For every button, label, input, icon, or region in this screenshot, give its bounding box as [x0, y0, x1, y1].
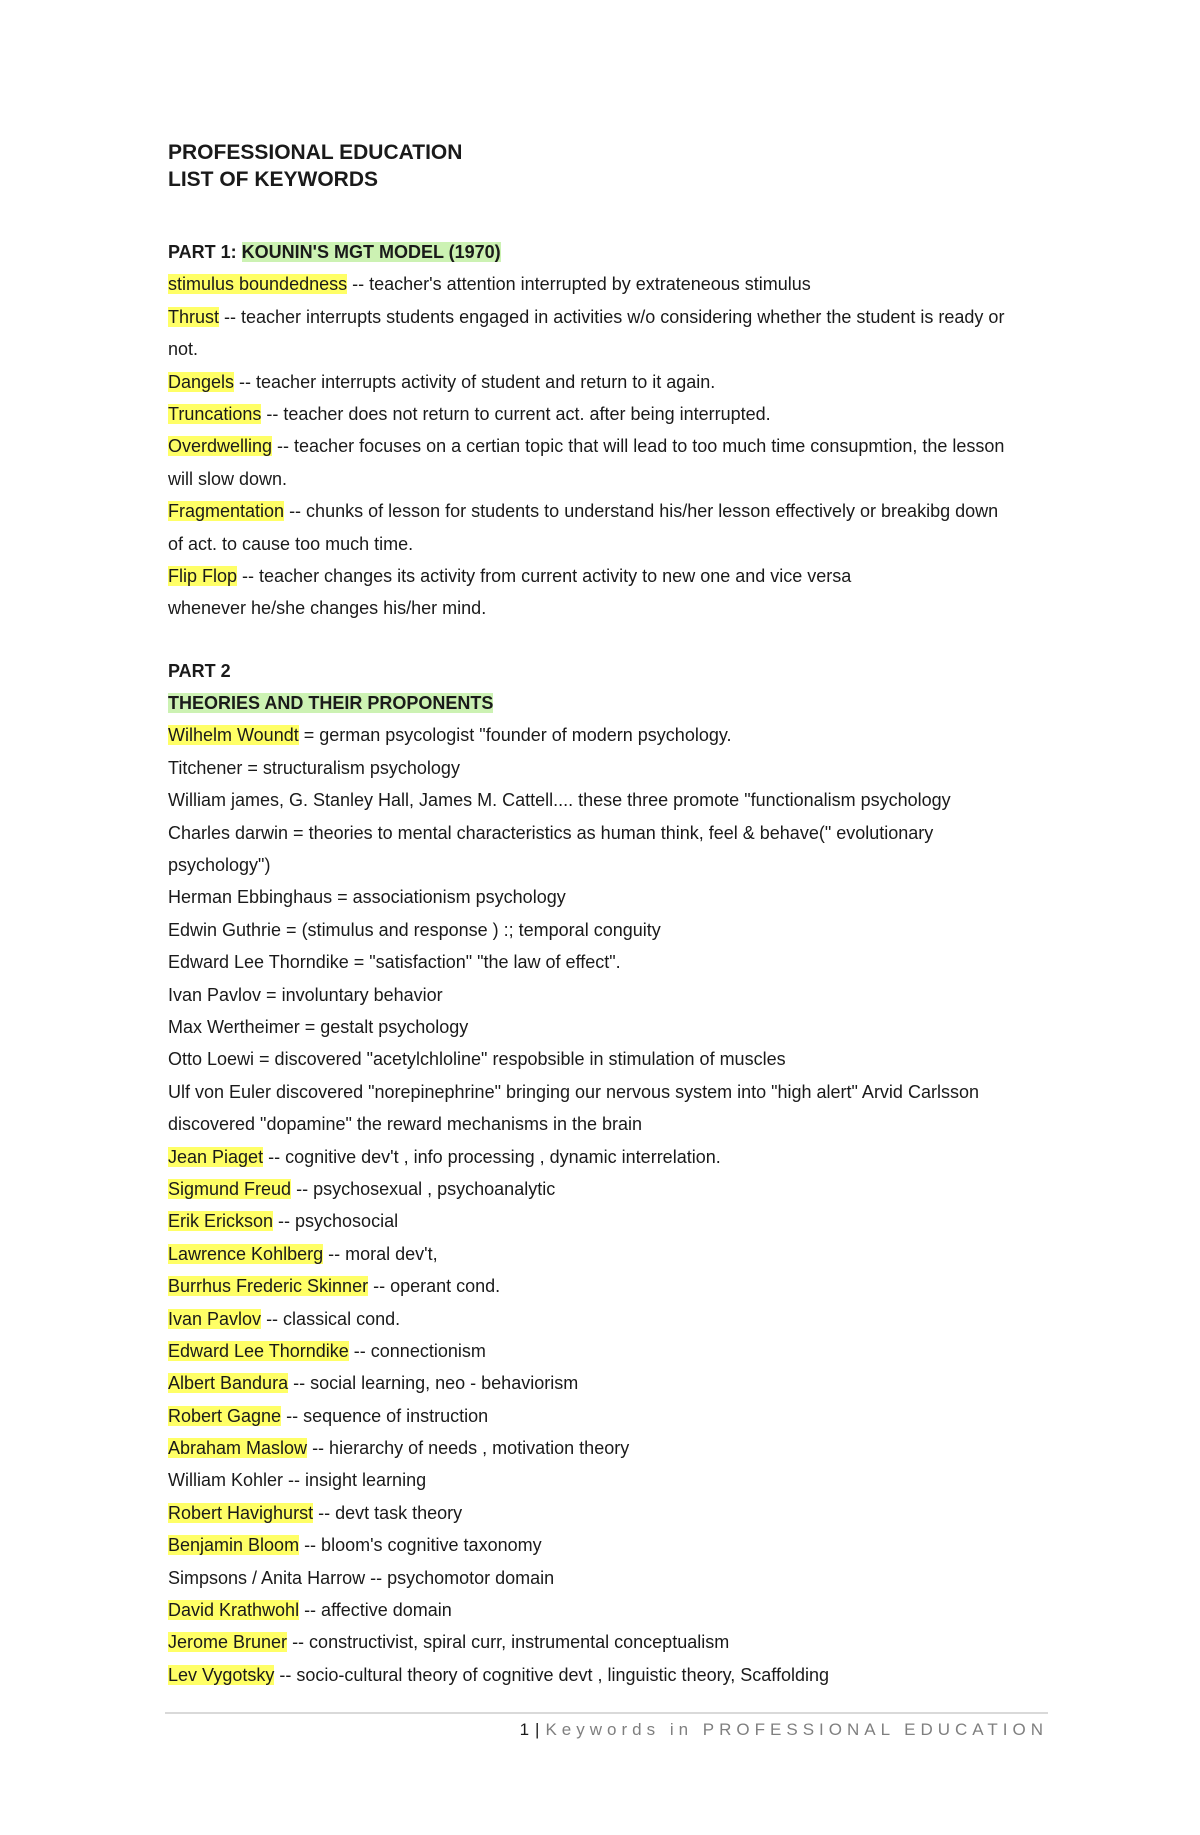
- keyword-line: [168, 1076, 1048, 1108]
- keyword-description: Charles darwin = theories to mental characteristics as human think, feel & behave(" evolutionary: [168, 822, 934, 843]
- document-body: [168, 236, 1048, 1691]
- keyword-description: -- teacher interrupts activity of student and return to it again.: [234, 371, 716, 392]
- keyword-description: Titchener = structuralism psychology: [168, 757, 460, 778]
- keyword-term: Truncations: [168, 403, 262, 424]
- keyword-description: -- social learning, neo - behaviorism: [288, 1373, 579, 1394]
- keyword-description: whenever he/she changes his/her mind.: [168, 598, 487, 619]
- keyword-line: [168, 1562, 1048, 1594]
- keyword-line: [168, 333, 1048, 365]
- keyword-line: [168, 560, 1048, 592]
- keyword-line: [168, 1367, 1048, 1399]
- keyword-line: [168, 1335, 1048, 1367]
- keyword-line: [168, 528, 1048, 560]
- keyword-line: [168, 1400, 1048, 1432]
- keyword-term: stimulus boundedness: [168, 274, 348, 295]
- keyword-line: [168, 719, 1048, 751]
- keyword-line: [168, 1626, 1048, 1658]
- keyword-term: Sigmund Freud: [168, 1178, 292, 1199]
- keyword-description: -- sequence of instruction: [281, 1405, 489, 1426]
- keyword-line: [168, 1043, 1048, 1075]
- keyword-description: William Kohler -- insight learning: [168, 1470, 427, 1491]
- keyword-line: [168, 430, 1048, 462]
- keyword-description: -- constructivist, spiral curr, instrumental conceptualism: [287, 1632, 730, 1653]
- part2-subheading: [168, 687, 1048, 719]
- keyword-line: [168, 1464, 1048, 1496]
- keyword-line: [168, 1303, 1048, 1335]
- keyword-line: [168, 495, 1048, 527]
- part2-keyword-list: [168, 719, 1048, 1691]
- page-number: 1: [519, 1720, 530, 1739]
- keyword-description: -- hierarchy of needs , motivation theory: [307, 1438, 630, 1459]
- keyword-line: [168, 301, 1048, 333]
- keyword-line: [168, 817, 1048, 849]
- keyword-term: Flip Flop: [168, 565, 238, 586]
- keyword-term: Jean Piaget: [168, 1146, 264, 1167]
- keyword-term: Fragmentation: [168, 501, 285, 522]
- keyword-line: [168, 752, 1048, 784]
- keyword-description: -- teacher focuses on a certian topic that will lead to too much time consupmtion, the lesson: [272, 436, 1005, 457]
- keyword-description: -- teacher interrupts students engaged in activities w/o considering whether the student is ready or: [219, 306, 1005, 327]
- keyword-description: Edwin Guthrie = (stimulus and response ) :; temporal conguity: [168, 919, 661, 940]
- keyword-line: [168, 1497, 1048, 1529]
- keyword-description: -- affective domain: [299, 1600, 452, 1621]
- keyword-term: Robert Gagne: [168, 1405, 282, 1426]
- keyword-line: [168, 463, 1048, 495]
- keyword-line: [168, 946, 1048, 978]
- keyword-line: [168, 914, 1048, 946]
- keyword-description: -- teacher's attention interrupted by extrateneous stimulus: [347, 274, 811, 295]
- part1-heading-prefix: PART 1:: [168, 242, 242, 262]
- part1-keyword-list: [168, 268, 1048, 624]
- keyword-term: Abraham Maslow: [168, 1438, 308, 1459]
- keyword-description: -- teacher does not return to current act. after being interrupted.: [261, 403, 771, 424]
- part1-heading: [168, 236, 1048, 268]
- keyword-line: [168, 784, 1048, 816]
- keyword-description: -- connectionism: [348, 1340, 486, 1361]
- part1-heading-highlight: KOUNIN'S MGT MODEL (1970): [241, 242, 501, 262]
- keyword-description: William james, G. Stanley Hall, James M. Cattell.... these three promote "functionalism psychology: [168, 790, 951, 811]
- keyword-description: -- moral dev't,: [323, 1243, 438, 1264]
- keyword-line: [168, 1205, 1048, 1237]
- keyword-term: Benjamin Bloom: [168, 1535, 300, 1556]
- keyword-line: [168, 366, 1048, 398]
- keyword-line: [168, 1238, 1048, 1270]
- keyword-line: [168, 268, 1048, 300]
- keyword-term: Burrhus Frederic Skinner: [168, 1276, 369, 1297]
- footer-divider: [165, 1712, 1048, 1714]
- keyword-term: Overdwelling: [168, 436, 273, 457]
- document-title-line1: PROFESSIONAL EDUCATION: [168, 141, 463, 164]
- keyword-description: discovered "dopamine" the reward mechanisms in the brain: [168, 1114, 643, 1135]
- keyword-line: [168, 1108, 1048, 1140]
- keyword-line: [168, 1594, 1048, 1626]
- footer-text: Keywords in PROFESSIONAL EDUCATION: [545, 1720, 1048, 1739]
- keyword-line: [168, 881, 1048, 913]
- keyword-term: Lawrence Kohlberg: [168, 1243, 324, 1264]
- keyword-line: [168, 1659, 1048, 1691]
- keyword-description: of act. to cause too much time.: [168, 533, 414, 554]
- keyword-term: Albert Bandura: [168, 1373, 289, 1394]
- keyword-line: [168, 979, 1048, 1011]
- keyword-description: = german psycologist "founder of modern psychology.: [298, 725, 732, 746]
- keyword-line: [168, 592, 1048, 624]
- page-footer: [0, 1720, 1048, 1740]
- keyword-term: Dangels: [168, 371, 235, 392]
- keyword-description: Simpsons / Anita Harrow -- psychomotor domain: [168, 1567, 555, 1588]
- keyword-description: Otto Loewi = discovered "acetylchloline" respobsible in stimulation of muscles: [168, 1049, 786, 1070]
- keyword-term: Ivan Pavlov: [168, 1308, 262, 1329]
- part2-subheading-highlight: THEORIES AND THEIR PROPONENTS: [168, 693, 494, 714]
- keyword-description: will slow down.: [168, 468, 288, 489]
- keyword-term: David Krathwohl: [168, 1600, 300, 1621]
- keyword-description: -- psychosexual , psychoanalytic: [291, 1178, 556, 1199]
- document-title-line2: LIST OF KEYWORDS: [168, 168, 378, 191]
- keyword-line: [168, 1270, 1048, 1302]
- keyword-description: Ivan Pavlov = involuntary behavior: [168, 984, 443, 1005]
- keyword-description: -- teacher changes its activity from current activity to new one and vice versa: [237, 565, 852, 586]
- keyword-description: Herman Ebbinghaus = associationism psychology: [168, 887, 566, 908]
- keyword-description: not.: [168, 339, 199, 360]
- keyword-description: psychology"): [168, 855, 271, 876]
- keyword-term: Lev Vygotsky: [168, 1664, 275, 1685]
- keyword-line: [168, 1529, 1048, 1561]
- keyword-description: -- chunks of lesson for students to understand his/her lesson effectively or breakibg down: [284, 501, 999, 522]
- keyword-description: -- psychosocial: [273, 1211, 399, 1232]
- keyword-term: Wilhelm Woundt: [168, 725, 299, 746]
- keyword-description: -- socio-cultural theory of cognitive devt , linguistic theory, Scaffolding: [274, 1664, 829, 1685]
- keyword-line: [168, 849, 1048, 881]
- keyword-description: -- cognitive dev't , info processing , dynamic interrelation.: [263, 1146, 721, 1167]
- keyword-description: Ulf von Euler discovered "norepinephrine" bringing our nervous system into "high alert" Arvid Carlsson: [168, 1081, 979, 1102]
- spacer: [168, 625, 1048, 655]
- keyword-description: -- classical cond.: [261, 1308, 401, 1329]
- footer-separator: |: [535, 1720, 540, 1739]
- keyword-line: [168, 1432, 1048, 1464]
- keyword-description: -- bloom's cognitive taxonomy: [299, 1535, 542, 1556]
- keyword-description: Edward Lee Thorndike = "satisfaction" "the law of effect".: [168, 952, 621, 973]
- keyword-term: Thrust: [168, 306, 220, 327]
- keyword-line: [168, 398, 1048, 430]
- keyword-line: [168, 1011, 1048, 1043]
- keyword-term: Robert Havighurst: [168, 1502, 314, 1523]
- keyword-description: -- operant cond.: [368, 1276, 501, 1297]
- keyword-term: Jerome Bruner: [168, 1632, 288, 1653]
- keyword-line: [168, 1141, 1048, 1173]
- keyword-line: [168, 1173, 1048, 1205]
- keyword-description: -- devt task theory: [313, 1502, 463, 1523]
- keyword-term: Erik Erickson: [168, 1211, 274, 1232]
- keyword-term: Edward Lee Thorndike: [168, 1340, 349, 1361]
- keyword-description: Max Wertheimer = gestalt psychology: [168, 1016, 469, 1037]
- part2-heading: PART 2: [168, 660, 231, 681]
